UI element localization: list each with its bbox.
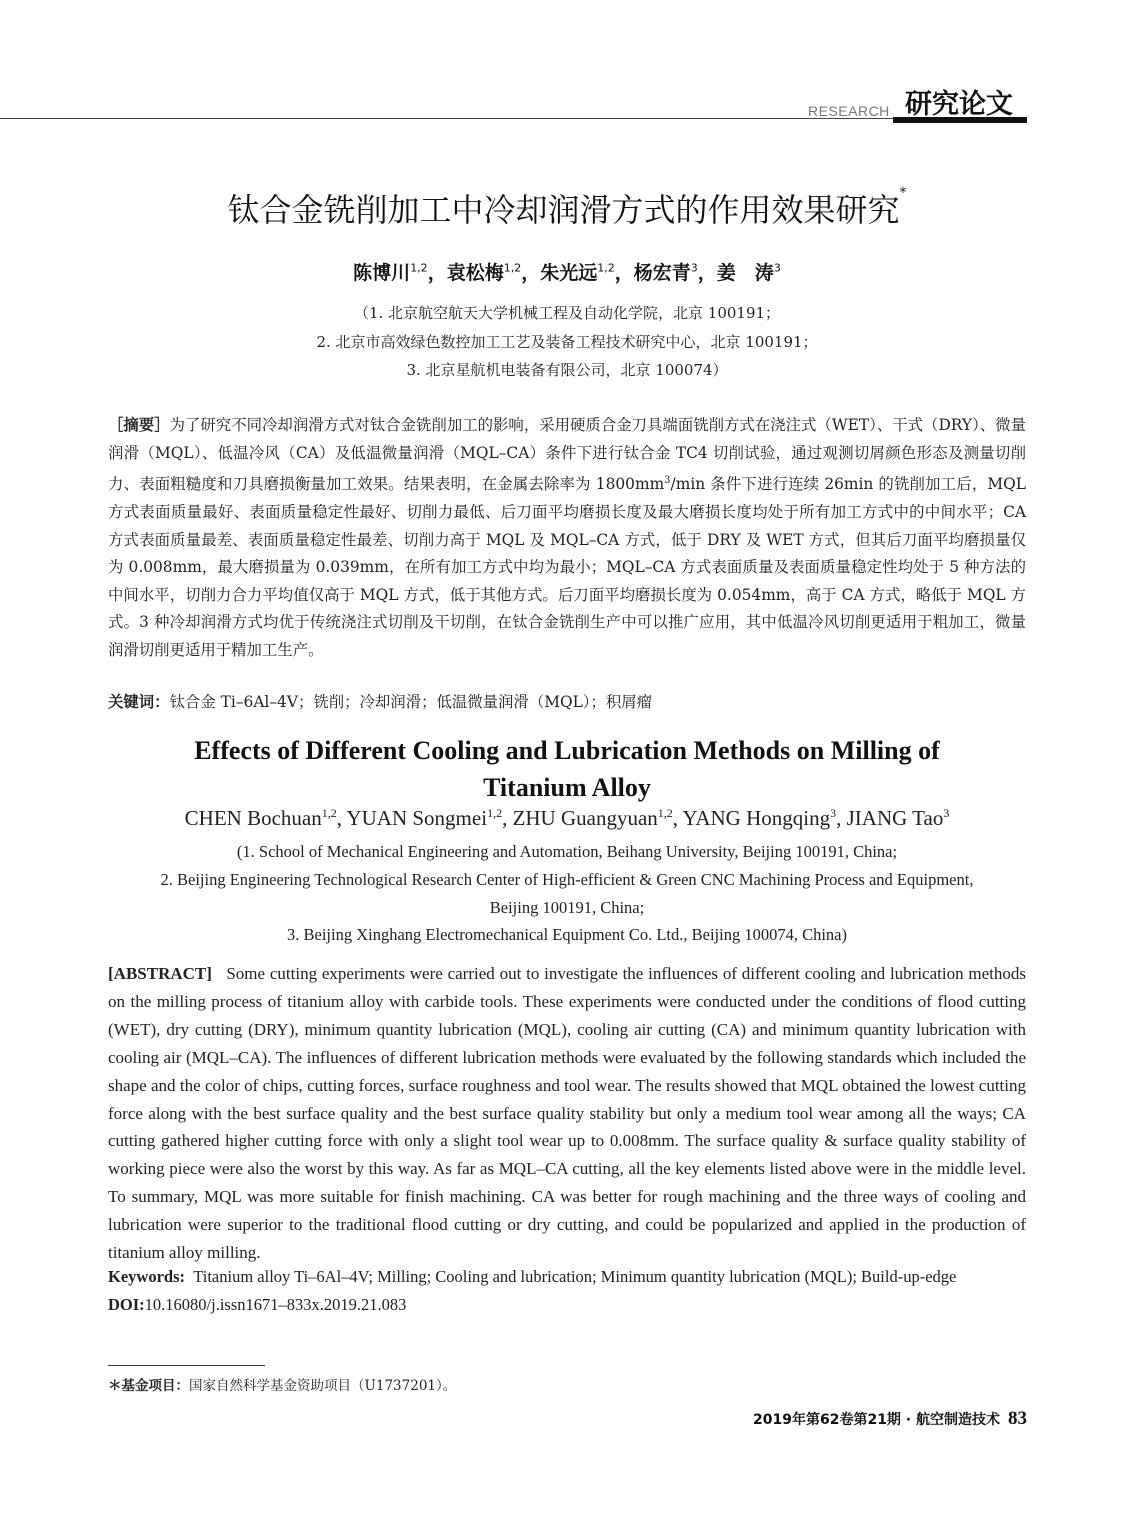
section-label-cn: 研究论文 bbox=[905, 89, 1013, 120]
author-cn-sup: 3 bbox=[773, 261, 781, 275]
abstract-cn-text-1: 为了研究不同冷却润滑方式对钛合金铣削加工的影响，采用硬质合金刀具端面铣削方式在浇注式（WET）、干式（DRY）、微量润滑（MQL）、低温冷风（CA）及低温微量润滑（MQL–CA）条件下进行钛合金 TC4 切削试验，通过观测切屑颜色形态及测量切削力、表面粗糙度和刀具磨损衡量加工效果。结果表明，在金属去除率为 1800mm bbox=[108, 416, 1026, 494]
doi bbox=[108, 1295, 406, 1315]
author-cn: 杨宏青 bbox=[633, 262, 691, 284]
footnote-text: 国家自然科学基金资助项目（U1737201）。 bbox=[189, 1378, 457, 1394]
author-en: ZHU Guangyuan bbox=[512, 806, 658, 830]
title-cn-mark: * bbox=[899, 185, 907, 201]
affiliation-en-2: 2. Beijing Engineering Technological Research Center of High-efficient & Green CNC Machining Process and Equipment, bbox=[160, 870, 974, 889]
author-en-sup: 3 bbox=[943, 806, 950, 820]
author-sep: ， bbox=[614, 262, 634, 284]
author-en: JIANG Tao bbox=[846, 806, 944, 830]
footer-issue: 2019年第62卷第21期 · 航空制造技术 bbox=[753, 1412, 1000, 1428]
author-cn-sup: 1,2 bbox=[597, 261, 615, 275]
author-cn: 袁松梅 bbox=[446, 262, 504, 284]
keywords-cn-text: 钛合金 Ti–6Al–4V；铣削；冷却润滑；低温微量润滑（MQL）；积屑瘤 bbox=[169, 693, 653, 711]
title-cn-text: 钛合金铣削加工中冷却润滑方式的作用效果研究 bbox=[227, 191, 900, 229]
author-cn-sup: 1,2 bbox=[410, 261, 428, 275]
abstract-cn bbox=[108, 412, 1026, 664]
author-en-sup: 1,2 bbox=[321, 806, 337, 820]
author-sep: , bbox=[336, 806, 347, 830]
affiliation-en-1: (1. School of Mechanical Engineering and Automation, Beihang University, Beijing 100191, China; bbox=[236, 842, 898, 861]
author-cn-sup: 3 bbox=[690, 261, 698, 275]
keywords-en bbox=[108, 1267, 1026, 1287]
affiliation-cn-3: 3. 北京星航机电装备有限公司，北京 100074） bbox=[406, 361, 728, 379]
doi-label: DOI: bbox=[108, 1295, 145, 1314]
keywords-cn bbox=[108, 690, 1026, 712]
author-en: YUAN Songmei bbox=[346, 806, 488, 830]
author-sep: ， bbox=[521, 262, 541, 284]
abstract-cn-sup: 3 bbox=[664, 475, 671, 487]
footnote bbox=[108, 1374, 456, 1394]
affiliation-cn-1: （1. 北京航空航天大学机械工程及自动化学院，北京 100191； bbox=[353, 304, 781, 322]
author-en: CHEN Bochuan bbox=[184, 806, 322, 830]
abstract-en-label: [ABSTRACT] bbox=[108, 964, 212, 983]
author-sep: ， bbox=[697, 262, 717, 284]
abstract-en-text: Some cutting experiments were carried out to investigate the influences of different cooling and lubrication methods on the milling process of titanium alloy with carbide tools. These experiments were conducted under the conditions of flood cutting (WET), dry cutting (DRY), minimum quantity lubrication (MQL), cooling air cutting (CA) and minimum quantity lubrication with cooling air (MQL–CA). The influences of different lubrication methods were evaluated by the following standards which included the shape and the color of chips, cutting forces, surface roughness and tool wear. The results showed that MQL obtained the lowest cutting force along with the best surface quality and the best surface quality stability but only a medium tool wear among all the ways; CA cutting gathered higher cutting force with only a slight tool wear up to 0.008mm. The surface quality & surface quality stability of working piece were also the worst by this way. As far as MQL–CA cutting, all the key elements listed above were in the middle level. To summary, MQL was more suitable for finish machining. CA was better for rough machining and the three ways of cooling and lubrication were superior to the traditional flood cutting or dry cutting, and could be popularized and applied in the production of titanium alloy milling. bbox=[108, 964, 1026, 1263]
title-en bbox=[0, 732, 1134, 806]
doi-text: 10.16080/j.issn1671–833x.2019.21.083 bbox=[144, 1295, 407, 1314]
authors-cn bbox=[0, 258, 1134, 285]
author-cn-sup: 1,2 bbox=[503, 261, 522, 275]
author-sep: , bbox=[502, 806, 513, 830]
author-sep: ， bbox=[427, 262, 447, 284]
keywords-en-text: Titanium alloy Ti–6Al–4V; Milling; Cooling and lubrication; Minimum quantity lubrication (MQL); Build-up-edge bbox=[193, 1267, 957, 1286]
author-en-sup: 1,2 bbox=[487, 806, 503, 820]
affiliation-en-3: Beijing 100191, China; bbox=[489, 898, 645, 917]
title-en-line-2: Titanium Alloy bbox=[483, 773, 651, 802]
author-cn: 姜 涛 bbox=[716, 262, 774, 284]
author-en: YANG Hongqing bbox=[682, 806, 831, 830]
section-label-en: RESEARCH bbox=[808, 103, 890, 119]
keywords-en-label: Keywords: bbox=[108, 1267, 185, 1286]
author-sep: , bbox=[836, 806, 847, 830]
author-cn: 朱光远 bbox=[540, 262, 598, 284]
affiliation-cn-2: 2. 北京市高效绿色数控加工工艺及装备工程技术研究中心，北京 100191； bbox=[316, 333, 818, 351]
footnote-label: ＊基金项目： bbox=[108, 1378, 189, 1394]
keywords-cn-label: 关键词： bbox=[108, 693, 170, 711]
author-cn: 陈博川 bbox=[353, 262, 411, 284]
author-en-sup: 3 bbox=[830, 806, 837, 820]
page-number: 83 bbox=[1008, 1408, 1027, 1429]
authors-en bbox=[0, 806, 1134, 831]
abstract-cn-label: ［摘要］ bbox=[108, 416, 170, 434]
title-en-line-1: Effects of Different Cooling and Lubrication Methods on Milling of bbox=[194, 736, 940, 765]
author-sep: , bbox=[672, 806, 683, 830]
affiliation-en-4: 3. Beijing Xinghang Electromechanical Equipment Co. Ltd., Beijing 100074, China) bbox=[287, 925, 847, 944]
abstract-cn-text-2: /min 条件下进行连续 26min 的铣削加工后，MQL 方式表面质量最好、表面质量稳定性最好、切削力最低、后刀面平均磨损长度及最大磨损长度均处于所有加工方式中的中间水平；CA 方式表面质量最差、表面质量稳定性最差、切削力高于 MQL 及 MQL–CA 方式，低于 DRY 及 WET 方式，但其后刀面平均磨损量仅为 0.008mm，最大磨损量为 0.039mm，在所有加工方式中均为最小；MQL–CA 方式表面质量及表面质量稳定性均处于 5 种方法的中间水平，切削力合力平均值仅高于 MQL 方式，低于其他方式。后刀面平均磨损长度为 0.054mm，高于 CA 方式，略低于 MQL 方式。3 种冷却润滑方式均优于传统浇注式切削及干切削，在钛合金铣削生产中可以推广应用，其中低温冷风切削更适用于粗加工，微量润滑切削更适用于精加工生产。 bbox=[108, 475, 1027, 659]
title-cn bbox=[0, 185, 1134, 231]
abstract-en bbox=[108, 960, 1026, 1267]
author-en-sup: 1,2 bbox=[657, 806, 673, 820]
footnote-rule bbox=[108, 1365, 265, 1366]
page-footer bbox=[753, 1408, 1027, 1430]
